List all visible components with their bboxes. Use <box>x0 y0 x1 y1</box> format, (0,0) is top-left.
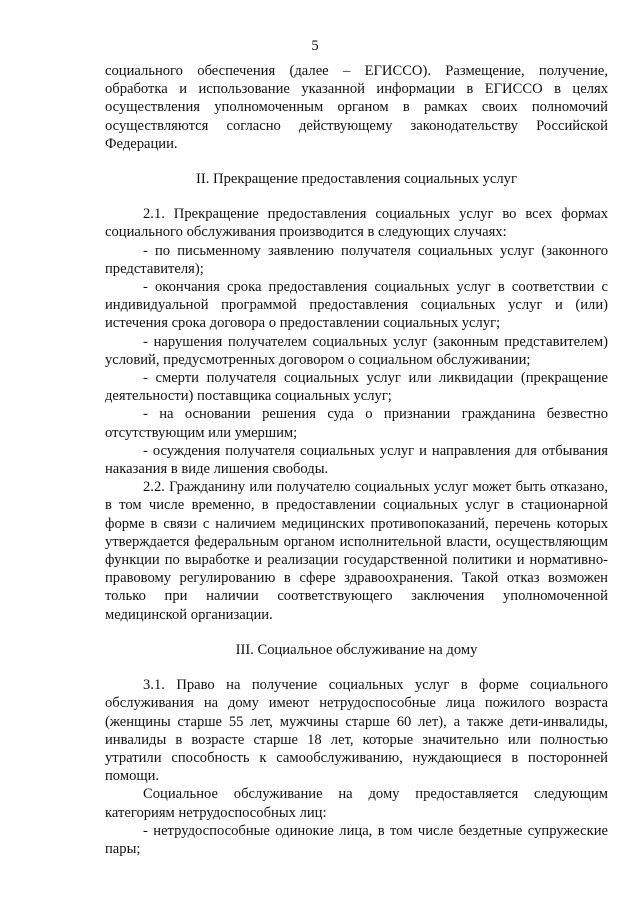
list-item-2-1: - по письменному заявлению получателя социальных услуг (законного представителя); <box>105 242 608 277</box>
list-item-2-2: - окончания срока предоставления социальных услуг в соответствии с индивидуальной программой предоставления социальных услуг и (или) истечения срока договора о предоставлении социальных услуг; <box>105 279 608 332</box>
list-item-2-5: - на основании решения суда о признании гражданина безвестно отсутствующим или умершим; <box>105 406 608 441</box>
section-2-paragraph-1: 2.1. Прекращение предоставления социальных услуг во всех формах социального обслуживания производится в следующих случаях: <box>105 206 608 241</box>
section-3-paragraph-2: Социальное обслуживание на дому предоставляется следующим категориям нетрудоспособных лиц: <box>105 786 608 821</box>
page-number: 5 <box>311 38 319 54</box>
list-item-2-4: - смерти получателя социальных услуг или ликвидации (прекращение деятельности) поставщика социальных услуг; <box>105 370 608 405</box>
section-2-paragraph-2: 2.2. Гражданину или получателю социальных услуг может быть отказано, в том числе временно, в предоставлении социальных услуг в стационарной форме в связи с наличием медицинских противопоказаний, перечень которых утверждается федеральным органом исполнительной власти, осуществляющим функции по выработке и реализации государственной политики и нормативно-правовому регулированию в сфере здравоохранения. Такой отказ возможен только при наличии соответствующего заключения уполномоченной медицинской организации. <box>105 479 608 623</box>
intro-paragraph: социального обеспечения (далее – ЕГИССО). Размещение, получение, обработка и использование указанной информации в ЕГИССО в целях осуществления уполномоченным органом в рамках своих полномочий осуществляются согласно действующему законодательству Российской Федерации. <box>105 63 608 152</box>
list-item-2-3: - нарушения получателем социальных услуг (законным представителем) условий, предусмотренных договором о социальном обслуживании; <box>105 333 608 368</box>
list-item-2-6: - осуждения получателя социальных услуг и направления для отбывания наказания в виде лишения свободы. <box>105 442 608 478</box>
list-item-3-1: - нетрудоспособные одинокие лица, в том числе бездетные супружеские пары; <box>105 822 608 857</box>
section-3-paragraph-1: 3.1. Право на получение социальных услуг в форме социального обслуживания на дому имеют нетрудоспособные лица пожилого возраста (женщины старше 55 лет, мужчины старше 60 лет), а также дети-инвалиды, инвалиды в возрасте старше 18 лет, которые значительно или полностью утратили способность к самообслуживанию, нуждающиеся в посторонней помощи. <box>105 677 608 785</box>
section-3-heading: III. Социальное обслуживание на дому <box>235 641 478 658</box>
document-body <box>105 62 608 858</box>
section-2-heading: II. Прекращение предоставления социальных услуг <box>196 171 517 188</box>
